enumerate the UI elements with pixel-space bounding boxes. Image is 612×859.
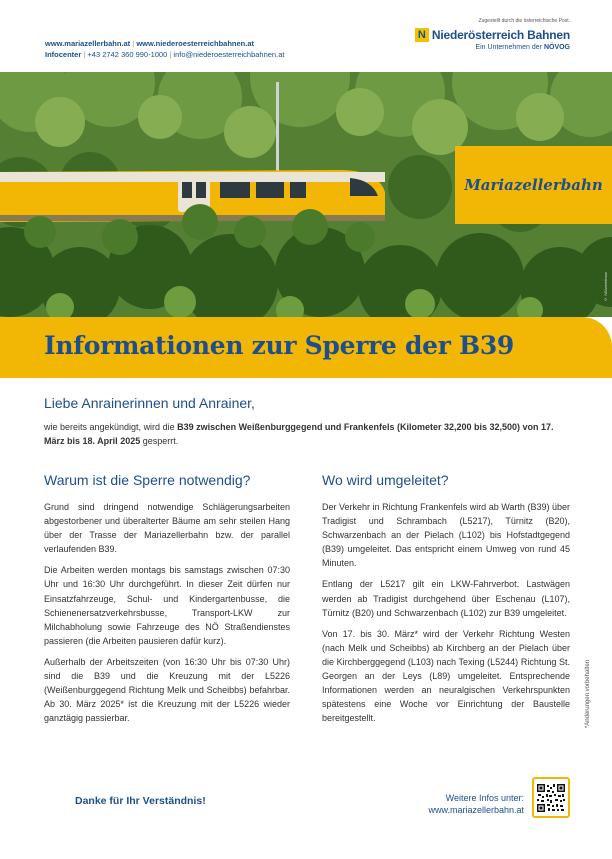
detour-section [322, 472, 570, 732]
website-link-mariazellerbahn[interactable]: www.mariazellerbahn.at [45, 39, 131, 48]
reason-paragraph: Außerhalb der Arbeitszeiten (von 16:30 Uhr bis 07:30 Uhr) sind die B39 und die Kreuzung mit der L5226 (Weißenburggegend Richtung Melk und Scheibbs) befahrbar. Ab 30. März 2025* ist die Kreuzung mit der L5226 wieder ganztägig passierbar. [44, 656, 290, 724]
more-info-block [428, 792, 524, 816]
noe-bahnen-logo-icon: N [415, 28, 429, 42]
noe-bahnen-subline-prefix: Ein Unternehmen der [475, 44, 542, 51]
separator: | [83, 50, 86, 59]
detour-paragraph: Der Verkehr in Richtung Frankenfels wird ab Warth (B39) über Tradigist und Schrambach (L5217), Türnitz (B20), Schwarzenbach an der Pielach (L102) bis Hofstadtgegend (B39) umgeleitet. Das entspricht einem Umweg von rund 45 Minuten. [322, 502, 570, 569]
more-info-url[interactable]: www.mariazellerbahn.at [428, 805, 524, 815]
intro-text-part2: gesperrt. [140, 436, 179, 446]
reason-paragraph: Die Arbeiten werden montags bis samstags zwischen 07:30 Uhr und 16:30 Uhr durchgeführt. In dieser Zeit dürfen nur Einsatzfahrzeuge, Schul- und Kindergartenbusse, die Schienenersatzverkehrsbusse, Transport-LKW zur Milchabholung sowie Fahrzeuge des NÖ Straßendienstes passieren (die Arbeiten pausieren dafür kurz). [44, 565, 290, 646]
phone-number[interactable]: +43 2742 360 990-1000 [87, 50, 168, 59]
noe-bahnen-logo-text: Niederösterreich Bahnen [431, 28, 570, 42]
contact-block [45, 38, 284, 60]
thanks-text: Danke für Ihr Verständnis! [75, 795, 206, 807]
noe-bahnen-logo-block [415, 18, 570, 51]
reason-heading: Warum ist die Sperre notwendig? [44, 472, 251, 488]
novog-brand: NÖVOG [543, 44, 570, 51]
photo-credit: © NB/weinfranz [603, 272, 608, 302]
intro-text-bold: B39 zwischen Weißenburggegend und Frankenfels (Kilometer 32,200 bis 32,500) von 17. März bis 18. April 2025 [44, 422, 554, 446]
noe-bahnen-subline [415, 44, 570, 51]
qr-code[interactable] [532, 777, 570, 818]
greeting: Liebe Anrainerinnen und Anrainer, [44, 395, 255, 411]
delivered-note: Zugestellt durch die österreichische Post. [478, 18, 570, 24]
changes-reserved-note: *Änderungen vorbehalten [585, 660, 591, 729]
intro-text-part1: wie bereits angekündigt, wird die [44, 422, 178, 432]
reason-section [44, 472, 290, 732]
intro-text [44, 420, 572, 448]
email-link[interactable]: info@niederoesterreichbahnen.at [173, 50, 285, 59]
qr-code-icon [536, 783, 566, 813]
page-title: Informationen zur Sperre der B39 [44, 331, 515, 360]
title-band [0, 317, 612, 378]
detour-paragraph: Entlang der L5217 gilt ein LKW-Fahrverbot. Lastwägen werden ab Tradigist durchgehend über Eschenau (L107), Türnitz (B20) und Schwarzenbach (L102) zur B39 umgeleitet. [322, 579, 570, 618]
detour-paragraph: Von 17. bis 30. März* wird der Verkehr Richtung Westen (nach Melk und Scheibbs) ab Kirchberg an der Pielach über die Kirchberggegend (L103) nach Texing (L5244) Richtung St. Georgen an der Leys (L89) umgeleitet. Entsprechende Informationen werden an neuralgischen Verkehrspunkten spätestens eine Woche vor Einrichtung der Baustelle bereitgestellt. [322, 628, 570, 724]
infocenter-label: Infocenter [45, 50, 82, 59]
page-header [0, 0, 612, 72]
mariazellerbahn-logo-text: Mariazellerbahn [464, 176, 603, 194]
reason-paragraph: Grund sind dringend notwendige Schlägerungsarbeiten abgestorbener und überalterter Bäume am sehr steilen Hang über der Trasse der Mariazellerbahn bzw. der parallel verlaufenden B39. [44, 502, 290, 555]
detour-heading: Wo wird umgeleitet? [322, 472, 449, 488]
separator: | [169, 50, 172, 59]
more-info-label: Weitere Infos unter: [445, 793, 524, 803]
separator: | [132, 39, 135, 48]
mariazellerbahn-logo [455, 146, 612, 224]
website-link-noe-bahnen[interactable]: www.niederoesterreichbahnen.at [136, 39, 254, 48]
noe-bahnen-logo [415, 28, 570, 42]
